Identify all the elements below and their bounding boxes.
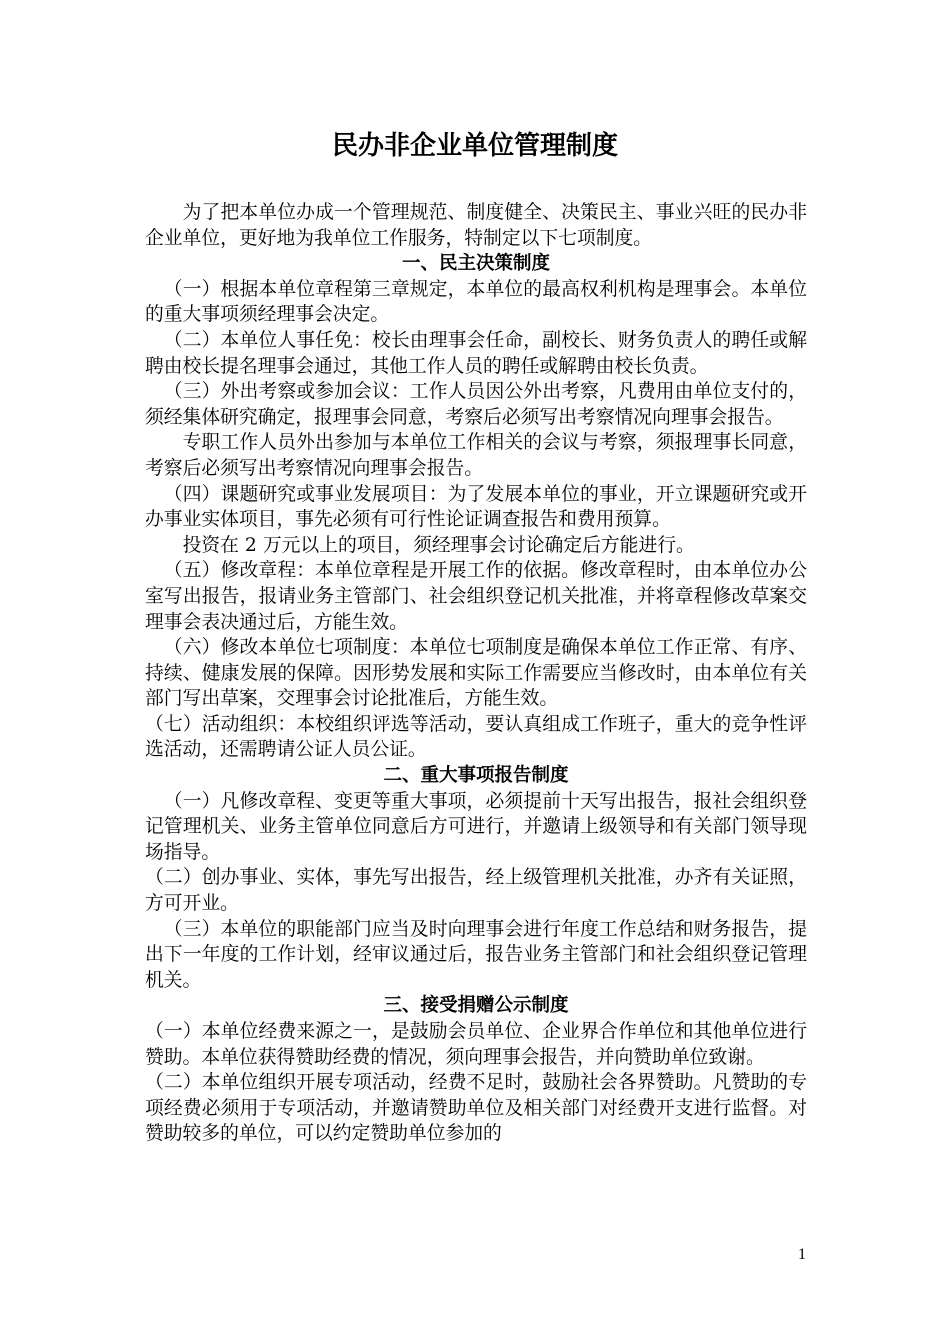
paragraph: （一）本单位经费来源之一，是鼓励会员单位、企业界合作单位和其他单位进行赞助。本单位获得赞助经费的情况，须向理事会报告，并向赞助单位致谢。 xyxy=(145,1021,807,1068)
document-title: 民办非企业单位管理制度 xyxy=(331,131,618,161)
paragraph: （一）凡修改章程、变更等重大事项，必须提前十天写出报告，报社会组织登记管理机关、业务主管单位同意后方可进行，并邀请上级领导和有关部门领导现场指导。 xyxy=(145,790,807,863)
section-heading-3: 三、接受捐赠公示制度 xyxy=(383,995,569,1017)
paragraph: （二）本单位组织开展专项活动，经费不足时，鼓励社会各界赞助。凡赞助的专项经费必须用于专项活动，并邀请赞助单位及相关部门对经费开支进行监督。对赞助较多的单位，可以约定赞助单位参加的 xyxy=(145,1072,807,1145)
section-heading-2: 二、重大事项报告制度 xyxy=(383,765,569,787)
intro-paragraph: 为了把本单位办成一个管理规范、制度健全、决策民主、事业兴旺的民办非企业单位，更好地为我单位工作服务，特制定以下七项制度。 xyxy=(145,202,807,249)
paragraph: （二）创办事业、实体，事先写出报告，经上级管理机关批准，办齐有关证照，方可开业。 xyxy=(145,867,807,915)
paragraph: （一）根据本单位章程第三章规定，本单位的最高权利机构是理事会。本单位的重大事项须经理事会决定。 xyxy=(145,278,807,326)
paragraph: （三）外出考察或参加会议：工作人员因公外出考察，凡费用由单位支付的，须经集体研究确定，报理事会同意，考察后必须写出考察情况向理事会报告。 xyxy=(145,381,807,428)
page-number: 1 xyxy=(798,1246,806,1263)
paragraph: 投资在 2 万元以上的项目，须经理事会讨论确定后方能进行。 xyxy=(182,534,695,556)
paragraph: （五）修改章程：本单位章程是开展工作的依据。修改章程时，由本单位办公室写出报告，报请业务主管部门、社会组织登记机关批准，并将章程修改草案交理事会表决通过后，方能生效。 xyxy=(145,560,807,633)
paragraph: （四）课题研究或事业发展项目：为了发展本单位的事业，开立课题研究或开办事业实体项目，事先必须有可行性论证调查报告和费用预算。 xyxy=(145,483,807,531)
section-heading-1: 一、民主决策制度 xyxy=(401,253,550,275)
paragraph: 专职工作人员外出参加与本单位工作相关的会议与考察，须报理事长同意，考察后必须写出考察情况向理事会报告。 xyxy=(145,432,807,479)
paragraph: （七）活动组织：本校组织评选等活动，要认真组成工作班子，重大的竞争性评选活动，还需聘请公证人员公证。 xyxy=(145,713,807,761)
document-body xyxy=(145,200,807,1147)
paragraph: （六）修改本单位七项制度：本单位七项制度是确保本单位工作正常、有序、持续、健康发展的保障。因形势发展和实际工作需要应当修改时，由本单位有关部门写出草案，交理事会讨论批准后，方能生效。 xyxy=(145,637,807,710)
paragraph: （三）本单位的职能部门应当及时向理事会进行年度工作总结和财务报告，提出下一年度的工作计划，经审议通过后，报告业务主管部门和社会组织登记管理机关。 xyxy=(145,918,807,991)
paragraph: （二）本单位人事任免：校长由理事会任命，副校长、财务负责人的聘任或解聘由校长提名理事会通过，其他工作人员的聘任或解聘由校长负责。 xyxy=(145,329,807,377)
